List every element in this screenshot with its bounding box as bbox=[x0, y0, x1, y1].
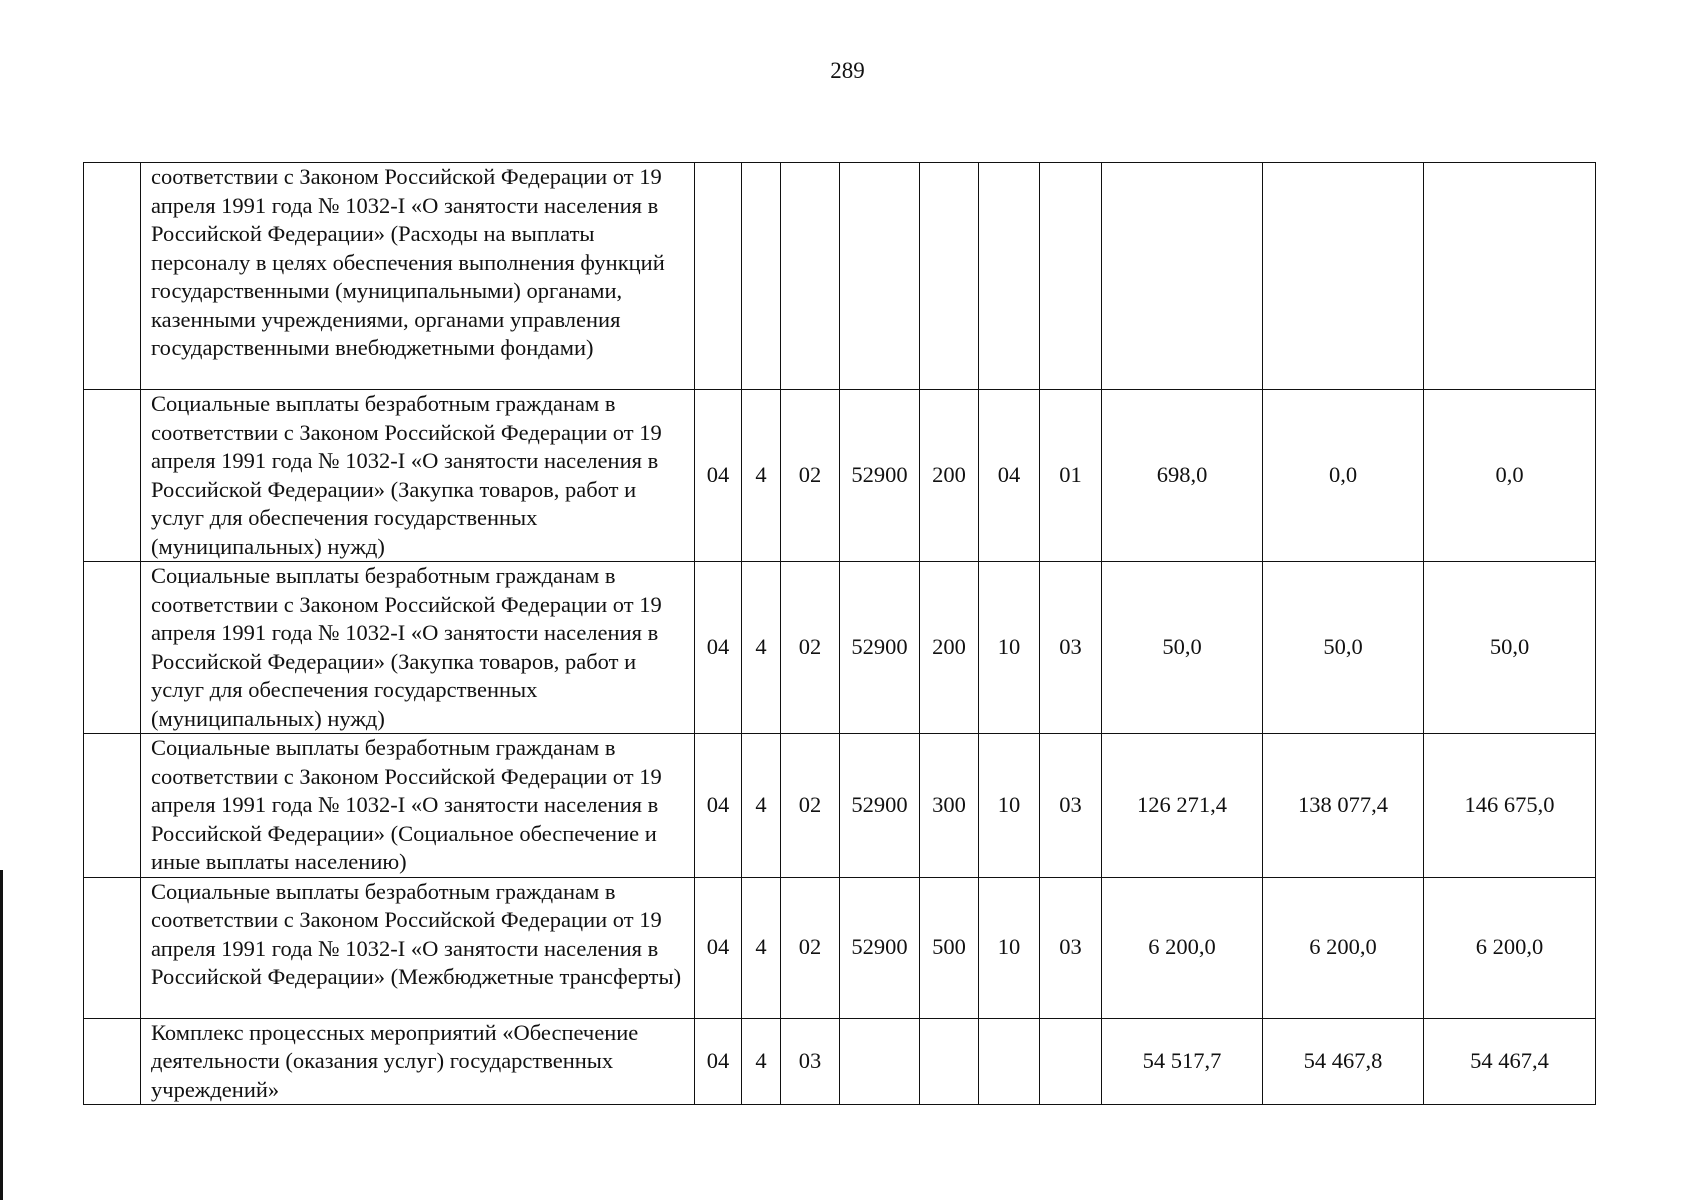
amount-cell-1: 126 271,4 bbox=[1102, 734, 1263, 878]
amount-cell-2: 0,0 bbox=[1263, 390, 1424, 562]
code-cell-3: 02 bbox=[781, 734, 840, 878]
code-cell-4: 52900 bbox=[840, 734, 920, 878]
row-number-cell bbox=[84, 877, 141, 1018]
code-cell-5: 300 bbox=[920, 734, 979, 878]
table-row bbox=[84, 163, 1596, 390]
code-cell-2: 4 bbox=[742, 1018, 781, 1105]
amount-cell-2: 138 077,4 bbox=[1263, 734, 1424, 878]
amount-cell-2: 54 467,8 bbox=[1263, 1018, 1424, 1105]
amount-cell-3: 50,0 bbox=[1424, 562, 1596, 734]
description-cell: соответствии с Законом Российской Федерации от 19 апреля 1991 года № 1032-I «О занятости населения в Российской Федерации» (Расходы на выплаты персоналу в целях обеспечения выполнения функций государственными (муниципальными) органами, казенными учреждениями, органами управления государственными внебюджетными фондами) bbox=[141, 163, 695, 390]
table-row bbox=[84, 877, 1596, 1018]
row-number-cell bbox=[84, 163, 141, 390]
amount-cell-1: 698,0 bbox=[1102, 390, 1263, 562]
description-cell: Социальные выплаты безработным гражданам в соответствии с Законом Российской Федерации от 19 апреля 1991 года № 1032-I «О занятости населения в Российской Федерации» (Межбюджетные трансферты) bbox=[141, 877, 695, 1018]
code-cell-5: 200 bbox=[920, 562, 979, 734]
amount-cell-2: 6 200,0 bbox=[1263, 877, 1424, 1018]
code-cell-2: 4 bbox=[742, 877, 781, 1018]
amount-cell-3: 6 200,0 bbox=[1424, 877, 1596, 1018]
amount-cell-3: 54 467,4 bbox=[1424, 1018, 1596, 1105]
code-cell-5: 500 bbox=[920, 877, 979, 1018]
code-cell-3 bbox=[781, 163, 840, 390]
description-cell: Социальные выплаты безработным гражданам в соответствии с Законом Российской Федерации от 19 апреля 1991 года № 1032-I «О занятости населения в Российской Федерации» (Социальное обеспечение и иные выплаты населению) bbox=[141, 734, 695, 878]
code-cell-7: 03 bbox=[1040, 562, 1102, 734]
code-cell-3: 03 bbox=[781, 1018, 840, 1105]
code-cell-7 bbox=[1040, 1018, 1102, 1105]
budget-table bbox=[83, 162, 1596, 1105]
code-cell-6: 10 bbox=[979, 877, 1040, 1018]
code-cell-1 bbox=[695, 163, 742, 390]
code-cell-2 bbox=[742, 163, 781, 390]
code-cell-6 bbox=[979, 1018, 1040, 1105]
amount-cell-1 bbox=[1102, 163, 1263, 390]
description-cell: Социальные выплаты безработным гражданам в соответствии с Законом Российской Федерации от 19 апреля 1991 года № 1032-I «О занятости населения в Российской Федерации» (Закупка товаров, работ и услуг для обеспечения государственных (муниципальных) нужд) bbox=[141, 562, 695, 734]
table-row bbox=[84, 562, 1596, 734]
code-cell-1: 04 bbox=[695, 877, 742, 1018]
code-cell-3: 02 bbox=[781, 390, 840, 562]
row-number-cell bbox=[84, 1018, 141, 1105]
amount-cell-2: 50,0 bbox=[1263, 562, 1424, 734]
amount-cell-1: 50,0 bbox=[1102, 562, 1263, 734]
code-cell-6 bbox=[979, 163, 1040, 390]
code-cell-4: 52900 bbox=[840, 562, 920, 734]
code-cell-1: 04 bbox=[695, 1018, 742, 1105]
code-cell-7 bbox=[1040, 163, 1102, 390]
code-cell-6: 04 bbox=[979, 390, 1040, 562]
code-cell-1: 04 bbox=[695, 562, 742, 734]
code-cell-3: 02 bbox=[781, 562, 840, 734]
code-cell-3: 02 bbox=[781, 877, 840, 1018]
table-row bbox=[84, 1018, 1596, 1105]
amount-cell-2 bbox=[1263, 163, 1424, 390]
amount-cell-3: 146 675,0 bbox=[1424, 734, 1596, 878]
amount-cell-3: 0,0 bbox=[1424, 390, 1596, 562]
code-cell-2: 4 bbox=[742, 390, 781, 562]
description-cell: Социальные выплаты безработным гражданам в соответствии с Законом Российской Федерации от 19 апреля 1991 года № 1032-I «О занятости населения в Российской Федерации» (Закупка товаров, работ и услуг для обеспечения государственных (муниципальных) нужд) bbox=[141, 390, 695, 562]
code-cell-7: 03 bbox=[1040, 877, 1102, 1018]
amount-cell-1: 54 517,7 bbox=[1102, 1018, 1263, 1105]
code-cell-5: 200 bbox=[920, 390, 979, 562]
description-cell: Комплекс процессных мероприятий «Обеспечение деятельности (оказания услуг) государственных учреждений» bbox=[141, 1018, 695, 1105]
table-row bbox=[84, 734, 1596, 878]
code-cell-1: 04 bbox=[695, 734, 742, 878]
row-number-cell bbox=[84, 390, 141, 562]
scan-edge-mark bbox=[0, 870, 3, 1200]
code-cell-1: 04 bbox=[695, 390, 742, 562]
page-number: 289 bbox=[830, 58, 865, 83]
code-cell-5 bbox=[920, 1018, 979, 1105]
row-number-cell bbox=[84, 734, 141, 878]
code-cell-4 bbox=[840, 1018, 920, 1105]
code-cell-6: 10 bbox=[979, 562, 1040, 734]
code-cell-4 bbox=[840, 163, 920, 390]
code-cell-7: 03 bbox=[1040, 734, 1102, 878]
amount-cell-1: 6 200,0 bbox=[1102, 877, 1263, 1018]
code-cell-6: 10 bbox=[979, 734, 1040, 878]
code-cell-4: 52900 bbox=[840, 390, 920, 562]
code-cell-4: 52900 bbox=[840, 877, 920, 1018]
amount-cell-3 bbox=[1424, 163, 1596, 390]
code-cell-2: 4 bbox=[742, 734, 781, 878]
code-cell-5 bbox=[920, 163, 979, 390]
code-cell-2: 4 bbox=[742, 562, 781, 734]
row-number-cell bbox=[84, 562, 141, 734]
table-row bbox=[84, 390, 1596, 562]
code-cell-7: 01 bbox=[1040, 390, 1102, 562]
